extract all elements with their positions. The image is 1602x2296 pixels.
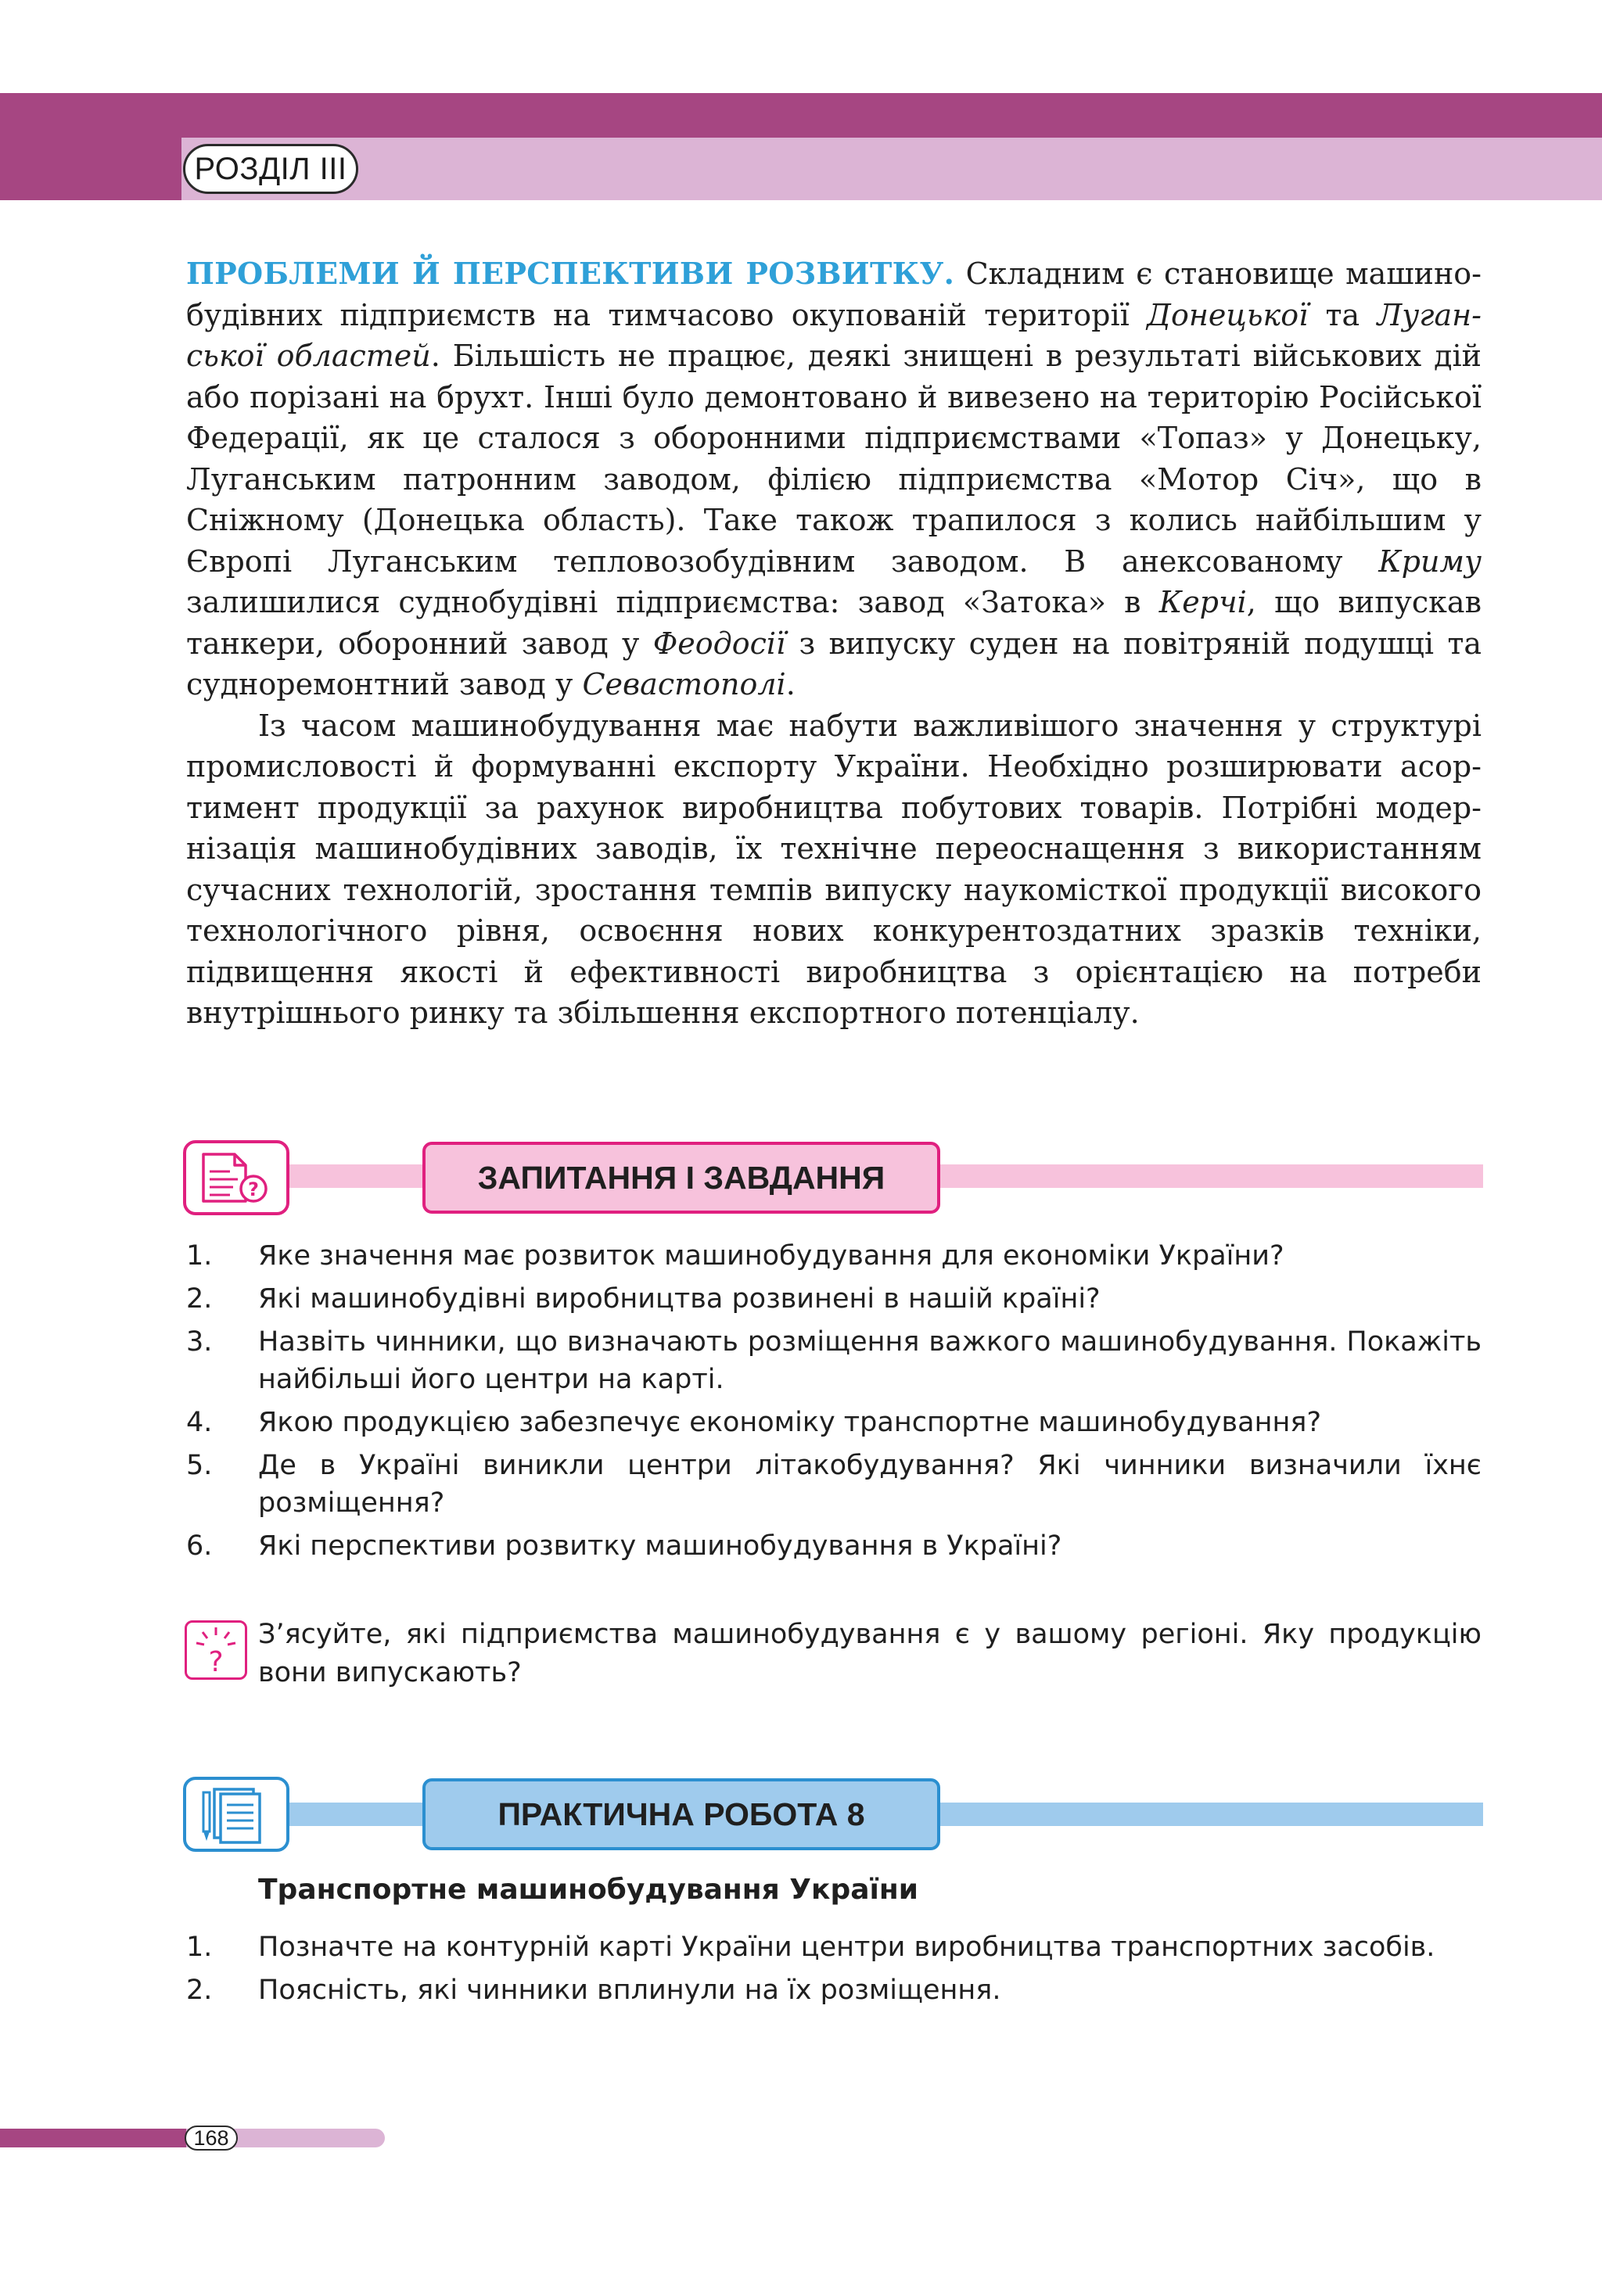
chapter-label: РОЗДІЛ III — [183, 144, 358, 194]
practical-title: ПРАКТИЧНА РОБОТА 8 — [422, 1778, 940, 1850]
place-name: Луганської областей — [186, 297, 1482, 373]
section-heading: ПРОБЛЕМИ Й ПЕРСПЕКТИВИ РОЗВИТКУ. — [186, 256, 955, 291]
place-name: Криму — [1378, 544, 1482, 579]
item-number: 4. — [186, 1407, 213, 1438]
list-item — [183, 1323, 1482, 1398]
item-text: Яке значення має розвиток машинобудування для економіки України? — [258, 1240, 1284, 1272]
text-run: залишилися суднобудівні підприємства: завод «Затока» в — [186, 585, 1141, 619]
item-number: 1. — [186, 1932, 213, 1963]
text-run: та — [1325, 297, 1360, 332]
think-icon-box — [185, 1620, 247, 1680]
svg-text:?: ? — [208, 1646, 224, 1677]
item-number: 2. — [186, 1975, 213, 2006]
item-text: Поясність, які чинники вплинули на їх розміщення. — [258, 1975, 1001, 2006]
item-number: 6. — [186, 1530, 213, 1562]
text-run: . Більшість не працює, деякі знищені в результаті військових дій або порізані на брухт. Інші було демонтовано й вивезено на територію Російської Федерації, як це сталося з оборонними підприємствами «Топаз» у Донецьку, Луганським патронним заводом, філією підприємства «Мотор Січ», що в Сніжному (Донецька область). Таке також трапилося з колись найбільшим у Європі Луганським тепловозобудівним заводом. В анексованому — [186, 339, 1482, 579]
list-item — [183, 1237, 1482, 1275]
place-name: Феодосії — [652, 626, 786, 661]
item-text: Позначте на контурній карті України центри виробництва транспортних засобів. — [258, 1932, 1435, 1963]
text-run: Складним є становище машинобудівних підприємств на тимчасово окупованій території — [186, 257, 1482, 332]
document-question-icon — [186, 1143, 286, 1212]
think-task: З’ясуйте, які підприємства машинобудування є у вашому регіоні. Яку продукцію вони випускають? — [258, 1619, 1482, 1688]
item-number: 1. — [186, 1240, 213, 1272]
item-number: 2. — [186, 1283, 213, 1315]
item-number: 5. — [186, 1450, 213, 1481]
place-name: Севастополі — [582, 667, 786, 701]
list-item — [183, 1404, 1482, 1441]
item-text: Де в Україні виникли центри літакобудування? Які чинники визначили їхнє розміщення? — [258, 1450, 1482, 1519]
place-name: Керчі — [1158, 585, 1247, 619]
paragraph-1 — [186, 253, 1482, 705]
list-item — [183, 1527, 1482, 1565]
practical-icon-box — [183, 1777, 289, 1852]
item-number: 3. — [186, 1326, 213, 1358]
svg-text:?: ? — [248, 1178, 259, 1200]
text-run: . — [785, 667, 796, 701]
header-band — [0, 93, 1602, 138]
item-text: Які перспективи розвитку машинобудування в Україні? — [258, 1530, 1062, 1562]
header-subband-accent — [0, 138, 181, 200]
list-item — [183, 1928, 1482, 1966]
lightbulb-question-icon — [187, 1623, 245, 1677]
list-item — [183, 1971, 1482, 2009]
text-run: , що випускав танкери, оборонний завод у — [186, 585, 1482, 661]
text-run: з випуску суден на повітряній подушці та судноремонтний завод у — [186, 626, 1482, 701]
practical-list — [183, 1928, 1482, 2014]
notebook-pencil-icon — [186, 1780, 286, 1849]
list-item — [183, 1447, 1482, 1522]
questions-list — [183, 1237, 1482, 1570]
questions-title: ЗАПИТАННЯ І ЗАВДАННЯ — [422, 1142, 940, 1214]
body-text — [186, 253, 1482, 1034]
item-text: Якою продукцією забезпечує економіку транспортне машинобудування? — [258, 1407, 1322, 1438]
paragraph-2: Із часом машинобудування має набути важливішого значення у структурі промисловості й формуванні експорту України. Необхідно розширювати асортимент продукції за рахунок виробництва побутових товарів. Потрібні модернізація машинобудівних заводів, їх технічне переоснащення з використанням сучасних технологій, зростання темпів випуску наукомісткої продукції високого технологічного рівня, освоєння нових конкурентоздатних зразків техніки, підвищення якості й ефективності виробництва з орієнтацією на потреби внутрішнього ринку та збільшення експортного потенціалу. — [186, 708, 1482, 1030]
list-item — [183, 1280, 1482, 1318]
page-number: 168 — [185, 2126, 238, 2151]
place-name: Донецької — [1147, 297, 1309, 332]
item-text: Назвіть чинники, що визначають розміщення важкого машинобудування. Покажіть найбільші його центри на карті. — [258, 1326, 1482, 1395]
item-text: Які машинобудівні виробництва розвинені в нашій країні? — [258, 1283, 1101, 1315]
questions-icon-box — [183, 1140, 289, 1215]
footer-band — [0, 2129, 186, 2147]
practical-subtitle: Транспортне машинобудування України — [258, 1874, 918, 1906]
